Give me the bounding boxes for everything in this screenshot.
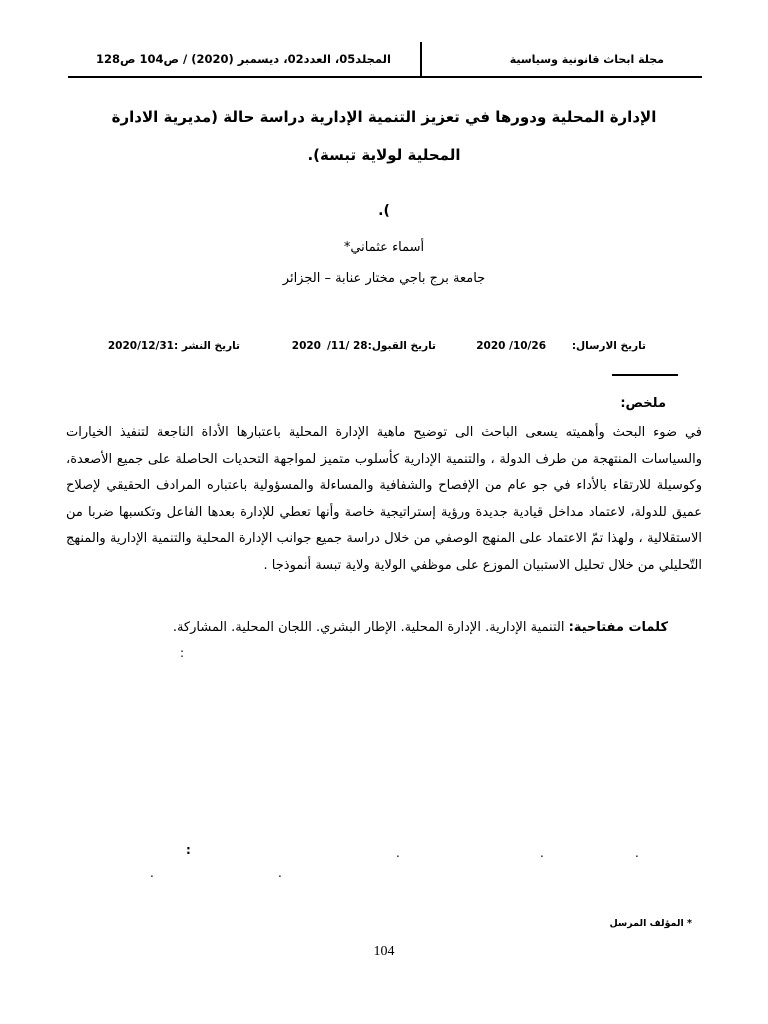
- author-name: أسماء عثماني*: [343, 240, 425, 255]
- stray-mark: .: [278, 866, 282, 880]
- abstract-rule: [612, 374, 678, 376]
- stray-mark: .: [635, 846, 639, 860]
- running-header: [68, 42, 702, 78]
- subtitle-mark: ).: [378, 203, 390, 219]
- author-affiliation: جامعة برج باجي مختار عنابة – الجزائر: [282, 271, 486, 286]
- page-number: 104: [373, 944, 395, 959]
- header-separator: [420, 42, 422, 78]
- accepted-date-value: 2020: [291, 340, 321, 352]
- keywords-line: [173, 620, 668, 635]
- sent-date-value: 10/26/ 2020: [476, 340, 546, 352]
- article-title: الإدارة المحلية ودورها في تعزيز التنمية الإدارية دراسة حالة (مديرية الادارة المحلية لولاية تبسة).: [111, 108, 657, 164]
- keywords-label: كلمات مفتاحية:: [568, 620, 668, 635]
- journal-name: مجلة ابحاث قانونية وسياسية: [509, 53, 664, 66]
- stray-mark: :: [186, 843, 191, 857]
- stray-mark: .: [540, 846, 544, 860]
- header-rule: [68, 76, 702, 78]
- stray-mark: .: [396, 846, 400, 860]
- issue-info: المجلد05، العدد02، ديسمبر (2020) / ص104 ص128: [96, 52, 391, 66]
- stray-mark: :: [180, 646, 185, 660]
- published-date: تاريخ النشر :2020/12/31: [107, 340, 240, 352]
- abstract-heading: ملخص:: [620, 396, 666, 411]
- accepted-date-label: تاريخ القبول:28 /11/: [327, 340, 436, 352]
- author-footnote: * المؤلف المرسل: [609, 918, 692, 929]
- keywords-list: التنمية الإدارية. الإدارة المحلية. الإطار البشري. اللجان المحلية. المشاركة.: [172, 620, 565, 635]
- stray-mark: .: [150, 866, 154, 880]
- sent-date-label: تاريخ الارسال:: [571, 340, 646, 352]
- abstract-body: في ضوء البحث وأهميته يسعى الباحث الى توضيح ماهية الإدارة المحلية باعتبارها الأداة الناجعة لتنفيذ الخيارات والسياسات المنتهجة من طرف الدولة ، والتنمية الإدارية كأسلوب متميز لمواجهة التحديات الحاصلة على جميع الأصعدة، وكوسيلة للارتقاء بالأداء في جو عام من الإفصاح والشفافية والمساءلة والمسؤولية باعتباره المرادف الحقيقي لإصلاح عميق للدولة، لاعتماد مداخل قيادية جديدة ورؤية إستراتيجية خاصة وأنها تعطي للإدارة بعدها الفاعل وتكسبها ضربا من الاستقلالية ، ولهذا تمّ الاعتماد على المنهج الوصفي من خلال دراسة جميع جوانب الإدارة المحلية والتنمية الإدارية والمنهج التّحليلي من خلال تحليل الاستبيان الموزع على موظفي الولاية ولاية تبسة أنموذجا .: [66, 425, 702, 573]
